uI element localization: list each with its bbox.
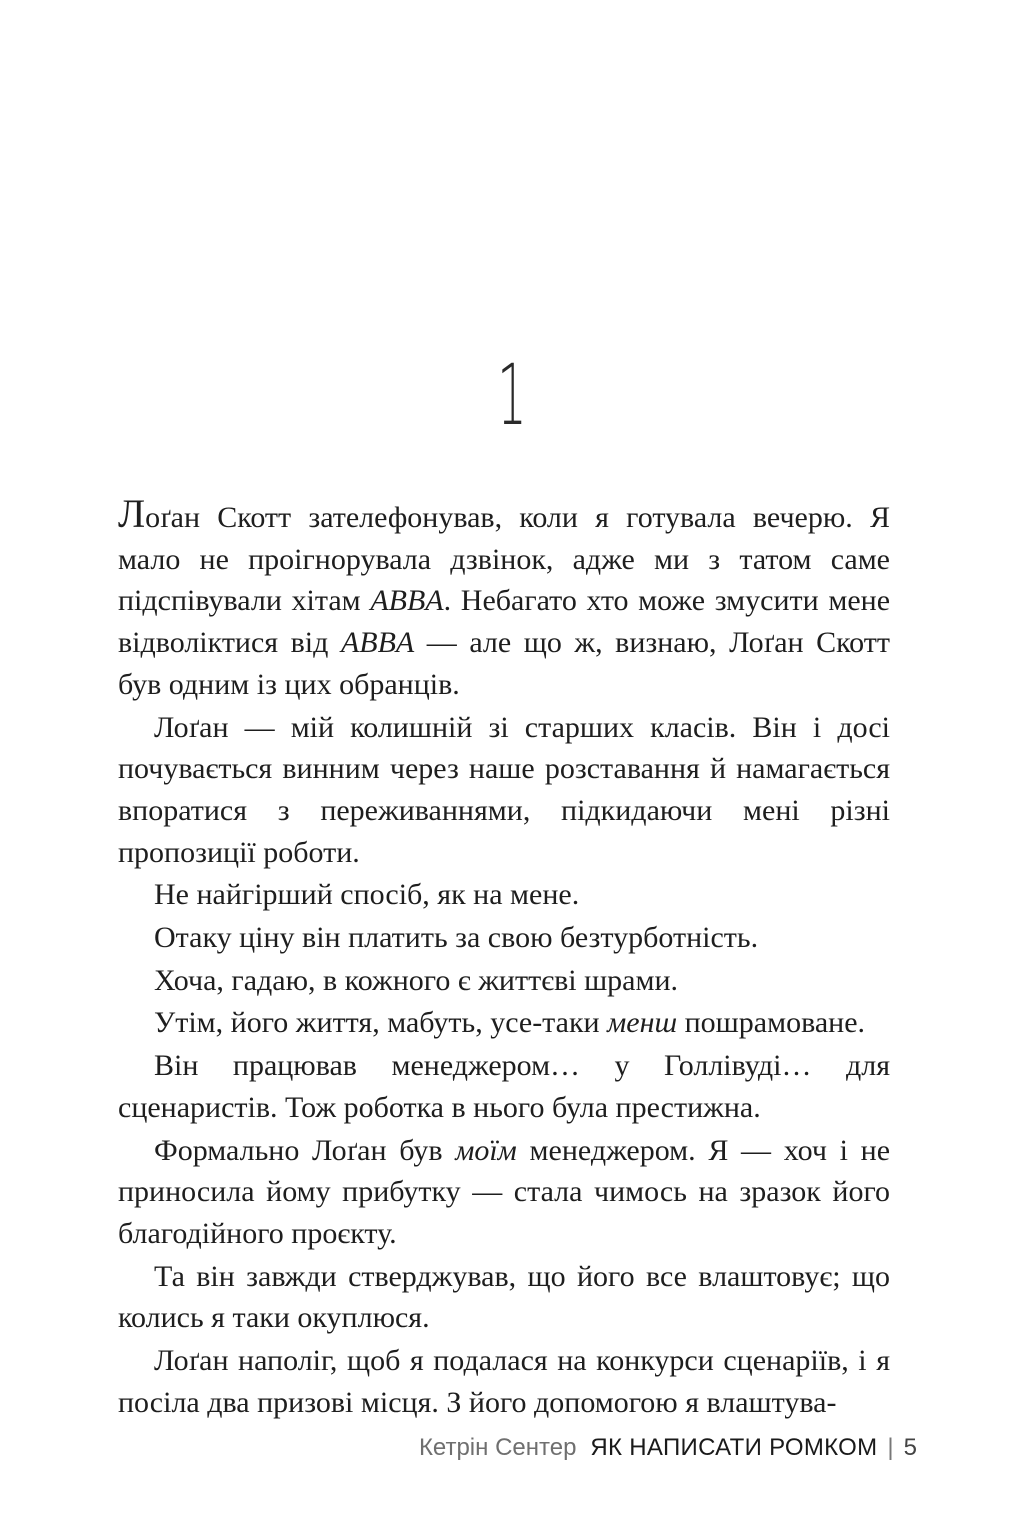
paragraph-7-text: Він працював менеджером… у Голлівуді… для сценаристів. Тож роботка в нього була престижна. xyxy=(118,1049,890,1124)
paragraph-3 xyxy=(118,874,890,916)
paragraph-5-text: Хоча, гадаю, в кожного є життєві шрами. xyxy=(154,963,679,997)
paragraph-9-text: Та він завжди стверджував, що його все влаштовує; що колись я таки окуплюся. xyxy=(118,1259,890,1335)
paragraph-2 xyxy=(118,707,890,874)
paragraph-3-text: Не найгірший спосіб, як на мене. xyxy=(154,878,580,912)
paragraph-6-text-1: Утім, його життя, мабуть, усе-таки xyxy=(154,1006,608,1040)
paragraph-1-text-2: . Небагато хто може змусити мене відволіктися від xyxy=(118,584,891,660)
paragraph-1-text-3: — але що ж, визнаю, Лоґан Скотт був одним із цих обранців. xyxy=(118,626,891,701)
footer-author: Кетрін Сентер xyxy=(418,1434,577,1461)
paragraph-4-text: Отаку ціну він платить за свою безтурботність. xyxy=(154,921,759,955)
paragraph-8-italic: моїм xyxy=(455,1133,517,1167)
running-footer xyxy=(419,1428,917,1468)
page-number: 5 xyxy=(903,1434,917,1461)
drop-cap-letter: Л xyxy=(118,491,146,536)
paragraph-8-text-2: менеджером. Я — хоч і не приносила йому прибутку — стала чимось на зразок його благодійного проєкту. xyxy=(118,1133,891,1250)
paragraph-8 xyxy=(118,1130,890,1255)
paragraph-1-italic-abba-2: ABBA xyxy=(340,626,415,660)
paragraph-6 xyxy=(118,1002,890,1044)
chapter-body xyxy=(118,491,891,1423)
paragraph-1-text-1: оґан Скотт зателефонував, коли я готувала вечерю. Я мало не проігнорувала дзвінок, адже ми з татом саме підспівували хітам xyxy=(118,501,890,618)
paragraph-7 xyxy=(118,1045,890,1128)
paragraph-4 xyxy=(118,917,890,959)
chapter-number: 1 xyxy=(497,346,527,444)
footer-separator: | xyxy=(887,1434,894,1461)
paragraph-6-text-2: пошрамоване. xyxy=(677,1006,866,1040)
paragraph-8-text-1: Формально Лоґан був xyxy=(154,1133,456,1167)
paragraph-1-italic-abba-1: ABBA xyxy=(370,584,444,618)
paragraph-5 xyxy=(118,960,890,1002)
paragraph-1 xyxy=(118,491,891,706)
paragraph-10 xyxy=(118,1340,890,1423)
paragraph-10-text: Лоґан наполіг, щоб я подалася на конкурси сценаріїв, і я посіла два призові місця. З його допомогою я влаштува- xyxy=(118,1344,890,1419)
paragraph-9 xyxy=(118,1256,890,1339)
paragraph-2-text: Лоґан — мій колишній зі старших класів. Він і досі почувається винним через наше розставання й намагається впоратися з переживаннями, підкидаючи мені різні пропозиції роботи. xyxy=(118,710,890,869)
footer-book-title: ЯК НАПИСАТИ РОМКОМ xyxy=(590,1434,878,1461)
paragraph-6-italic: менш xyxy=(607,1006,678,1040)
